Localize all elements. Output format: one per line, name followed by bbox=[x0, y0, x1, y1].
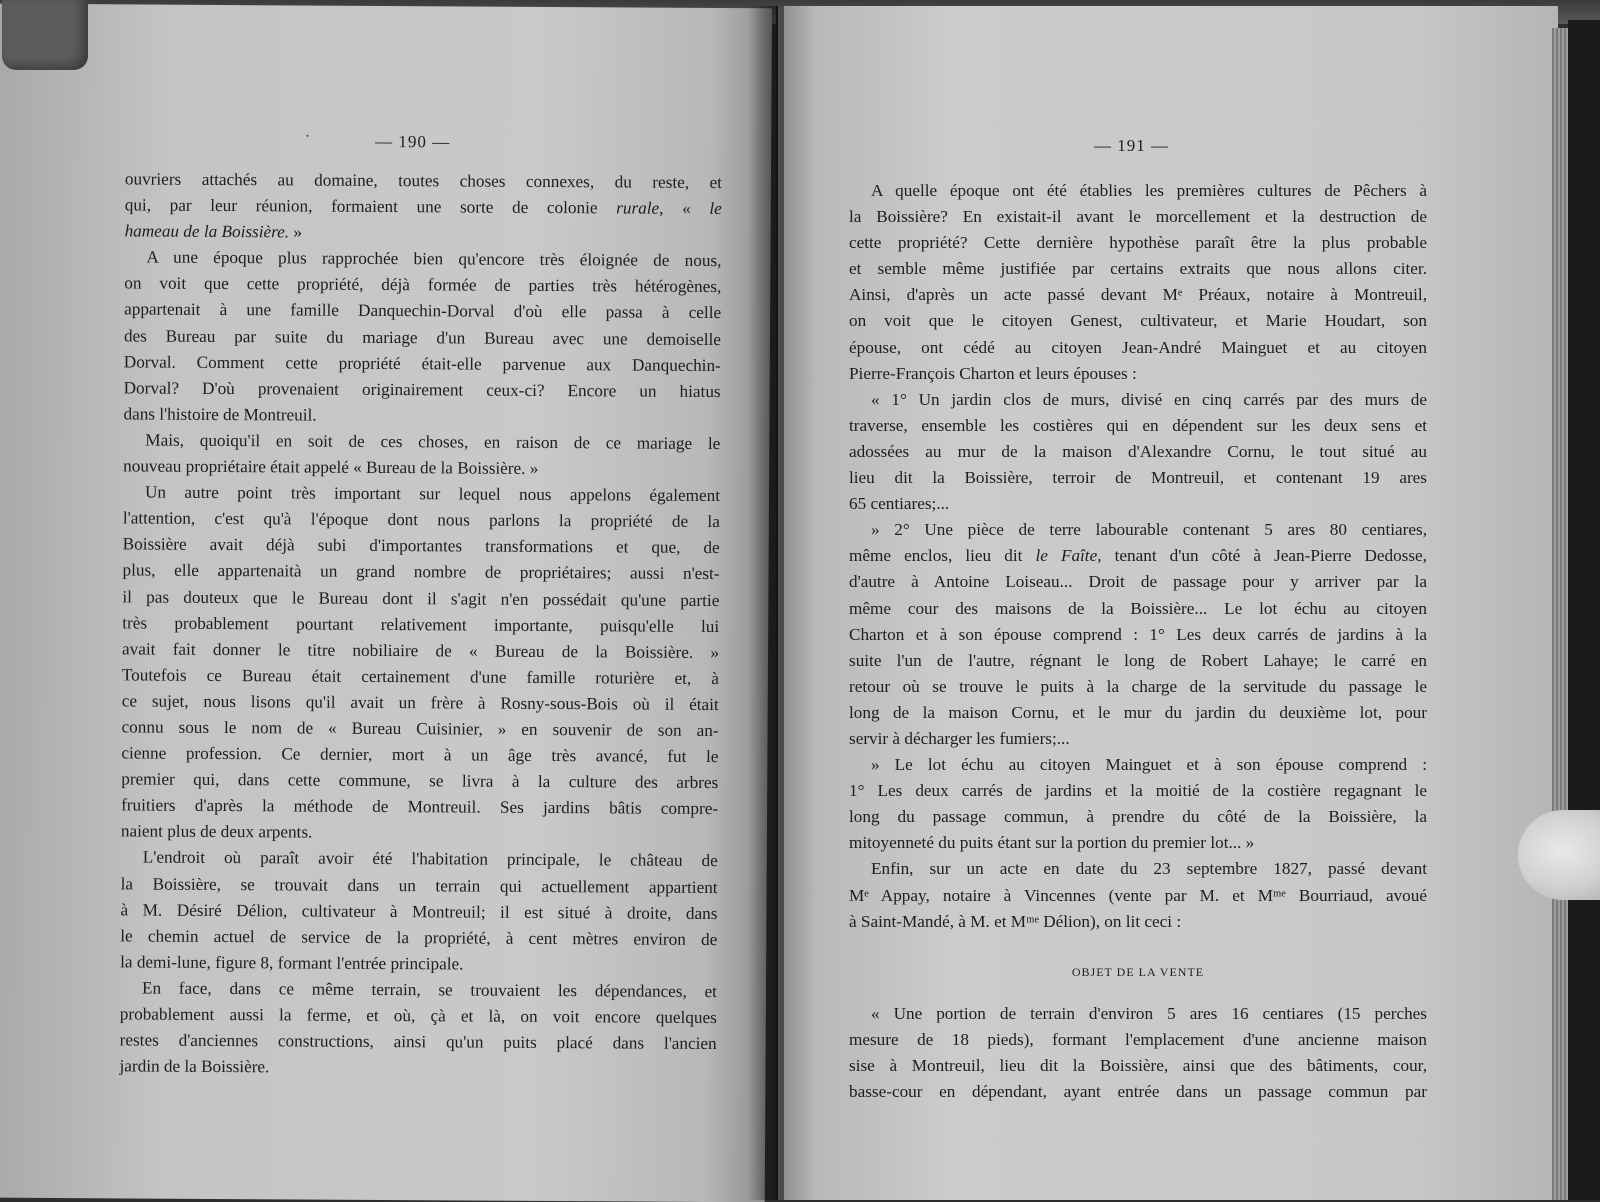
text-line bbox=[124, 297, 721, 327]
text-segment: » Le lot échu au citoyen Mainguet et à son épouse comprend : bbox=[871, 755, 1427, 775]
text-line bbox=[849, 517, 1427, 543]
text-segment: A quelle époque ont été établies les premières cultures de Pêchers à bbox=[871, 181, 1427, 200]
right-page-number: — 191 — bbox=[1094, 136, 1169, 155]
text-segment: » 2° Une pièce de terre labourable contenant 5 ares 80 centiares, bbox=[871, 520, 1427, 540]
text-segment: la Boissière, se trouvait dans un terrain qui actuellement appartient bbox=[120, 873, 718, 897]
text-line bbox=[849, 413, 1427, 439]
text-segment: 1° Les deux carrés de jardins et la moitié de la costière regagnant le bbox=[849, 781, 1427, 801]
text-line bbox=[849, 256, 1427, 282]
text-segment: 65 centiares;... bbox=[849, 494, 950, 514]
text-segment: il pas douteux que le Bureau dont il s'agit n'en possédait qu'une partie bbox=[122, 586, 720, 610]
text-line bbox=[849, 308, 1427, 334]
text-segment: jardin de la Boissière. bbox=[119, 1056, 270, 1077]
text-line bbox=[849, 230, 1427, 256]
text-line bbox=[125, 219, 722, 249]
text-line bbox=[122, 610, 719, 640]
text-segment: la Boissière? En existait-il avant le morcellement et la destruction de bbox=[849, 207, 1427, 227]
text-segment: basse-cour en dépendant, ayant entrée dans un passage commun par bbox=[849, 1082, 1427, 1102]
text-line bbox=[122, 662, 719, 692]
text-line bbox=[121, 871, 718, 901]
text-segment: Dorval. Comment cette propriété était-elle parvenue aux Danquechin- bbox=[123, 352, 721, 375]
text-segment: ce sujet, nous lisons qu'il avait un frère à Rosny-sous-Bois où il était bbox=[121, 691, 719, 714]
text-segment: fruitiers d'après la méthode de Montreuil. Ses jardins bâtis compre- bbox=[121, 795, 719, 819]
text-line bbox=[849, 830, 1427, 856]
italic-text: rurale, bbox=[616, 198, 664, 218]
text-line bbox=[849, 204, 1427, 230]
thumb-holding-page bbox=[1518, 810, 1600, 900]
text-line bbox=[849, 622, 1427, 648]
text-segment: « bbox=[663, 198, 710, 219]
text-segment: Ainsi, d'après un acte passé devant Mᵉ Préaux, notaire à Montreuil, bbox=[849, 285, 1427, 305]
text-segment: restes d'anciennes constructions, ainsi qu'un puits placé dans l'ancien bbox=[119, 1030, 717, 1054]
text-segment: retour où se trouve le puits à la charge de la servitude du passage le bbox=[849, 676, 1427, 696]
ink-dot: · bbox=[305, 129, 310, 145]
text-segment: à M. Désiré Délion, cultivateur à Montreuil; il est situé à droite, dans bbox=[120, 900, 718, 923]
text-line bbox=[849, 387, 1427, 413]
text-line bbox=[123, 506, 720, 536]
text-line bbox=[849, 1001, 1427, 1027]
text-segment: Mᵉ Appay, notaire à Vincennes (vente par M. et Mᵐᵉ Bourriaud, avoué bbox=[849, 885, 1427, 905]
text-line bbox=[121, 740, 718, 770]
text-line bbox=[849, 543, 1427, 569]
text-line bbox=[849, 491, 1427, 517]
text-segment: naient plus de deux arpents. bbox=[120, 821, 313, 842]
text-line bbox=[849, 856, 1427, 882]
book-cover-edge bbox=[1568, 20, 1600, 1200]
text-segment: tenant d'un côté à Jean-Pierre Dedosse, bbox=[1101, 546, 1427, 566]
text-segment: Pierre-François Charton et leurs épouses : bbox=[849, 363, 1137, 383]
text-line bbox=[120, 975, 717, 1005]
italic-text: le bbox=[709, 199, 722, 219]
text-segment: on voit que cette propriété, déjà formée de parties très hétérogènes, bbox=[124, 273, 722, 297]
text-line bbox=[124, 323, 721, 353]
text-segment: avait fait donner le titre nobiliaire de « Bureau de la Boissière. » bbox=[122, 639, 720, 662]
text-line bbox=[849, 439, 1427, 465]
text-line bbox=[123, 401, 720, 431]
text-line bbox=[123, 480, 720, 510]
text-segment: dans l'histoire de Montreuil. bbox=[123, 404, 317, 425]
text-line bbox=[120, 923, 717, 953]
text-segment: et semble même justifiée par certains extraits que nous allons citer. bbox=[849, 259, 1427, 279]
text-line bbox=[121, 819, 718, 849]
text-line bbox=[849, 361, 1427, 387]
text-segment: servir à décharger les fumiers;... bbox=[849, 728, 1070, 748]
text-line bbox=[124, 375, 721, 405]
text-segment: « 1° Un jardin clos de murs, divisé en cinq carrés par des murs de bbox=[871, 389, 1427, 409]
spacer bbox=[849, 935, 1427, 959]
text-line bbox=[120, 1001, 717, 1031]
text-line bbox=[849, 648, 1427, 674]
text-line bbox=[122, 636, 719, 666]
text-line bbox=[849, 569, 1427, 595]
text-segment: » bbox=[289, 222, 303, 242]
text-line bbox=[123, 427, 720, 457]
text-segment: Toutefois ce Bureau était certainement d'une famille roturière et, à bbox=[121, 665, 719, 688]
text-line bbox=[849, 778, 1427, 804]
text-line bbox=[849, 1053, 1427, 1079]
text-segment: adossées au mur de la maison d'Alexandre Cornu, le tout situé au bbox=[849, 441, 1427, 461]
text-segment: « Une portion de terrain d'environ 5 ares 16 centiares (15 perches bbox=[871, 1003, 1427, 1023]
text-line bbox=[123, 532, 720, 562]
text-segment: Mais, quoiqu'il en soit de ces choses, en raison de ce mariage le bbox=[145, 430, 721, 453]
left-page-number: — 190 — bbox=[375, 131, 451, 152]
text-segment: nouveau propriétaire était appelé « Bureau de la Boissière. » bbox=[123, 456, 539, 478]
text-line bbox=[849, 1079, 1427, 1105]
text-segment: ouvriers attachés au domaine, toutes choses connexes, du reste, et bbox=[124, 169, 722, 193]
text-segment: long de la maison Cornu, et le mur du jardin du deuxième lot, pour bbox=[849, 702, 1427, 722]
text-line bbox=[849, 726, 1427, 752]
text-segment: suite l'un de l'autre, régnant le long de Robert Lahaye; le carré en bbox=[849, 650, 1427, 670]
text-segment: la demi-lune, figure 8, formant l'entrée principale. bbox=[120, 952, 464, 974]
italic-text: hameau de la Boissière. bbox=[124, 221, 290, 242]
text-line bbox=[121, 767, 718, 797]
text-segment: probablement aussi la ferme, et où, çà et là, on voit encore quelques bbox=[119, 1004, 717, 1028]
text-segment: cette propriété? Cette dernière hypothèse paraît être la plus probable bbox=[849, 233, 1427, 253]
italic-text: le Faîte, bbox=[1035, 546, 1102, 566]
text-line bbox=[120, 949, 717, 979]
text-line bbox=[849, 1027, 1427, 1053]
text-segment: premier qui, dans cette commune, se livra à la culture des arbres bbox=[121, 769, 719, 793]
left-page-text bbox=[119, 166, 722, 1083]
page-edges bbox=[1552, 28, 1568, 1200]
text-segment: mesure de 18 pieds), formant l'emplacement d'une ancienne maison bbox=[849, 1029, 1427, 1049]
text-segment: appartenait à une famille Danquechin-Dorval d'où elle passa à celle bbox=[124, 299, 722, 323]
text-segment: Un autre point très important sur lequel nous appelons également bbox=[144, 482, 721, 506]
text-segment: Enfin, sur un acte en date du 23 septembre 1827, passé devant bbox=[871, 859, 1427, 879]
text-line bbox=[122, 714, 719, 744]
text-line bbox=[124, 245, 721, 275]
text-segment: même enclos, lieu dit bbox=[849, 546, 1036, 566]
text-line bbox=[124, 271, 721, 301]
text-segment: on voit que le citoyen Genest, cultivateur, et Marie Houdart, son bbox=[849, 311, 1427, 331]
text-line bbox=[122, 584, 719, 614]
text-segment: épouse, ont cédé au citoyen Jean-André Mainguet et au citoyen bbox=[849, 337, 1427, 357]
text-line bbox=[124, 349, 721, 379]
text-line bbox=[120, 1027, 717, 1057]
text-segment: Boissière avait déjà subi d'importantes transformations et que, de bbox=[122, 534, 720, 558]
text-segment: Dorval? D'où provenaient originairement ceux-ci? Encore un hiatus bbox=[123, 378, 721, 401]
text-segment: En face, dans ce même terrain, se trouvaient les dépendances, et bbox=[141, 978, 718, 1001]
text-line bbox=[120, 897, 717, 927]
text-segment: plus, elle appartenaità un grand nombre de propriétaires; aussi n'est- bbox=[122, 560, 720, 584]
text-line bbox=[849, 804, 1427, 830]
text-line bbox=[122, 558, 719, 588]
text-segment: qui, par leur réunion, formaient une sorte de colonie bbox=[124, 195, 617, 218]
text-line bbox=[849, 883, 1427, 909]
text-line bbox=[849, 909, 1427, 935]
text-segment: connu sous le nom de « Bureau Cuisinier, » en souvenir de son an- bbox=[121, 717, 719, 741]
text-segment: A une époque plus rapprochée bien qu'encore très éloignée de nous, bbox=[146, 247, 722, 271]
text-segment: à Saint-Mandé, à M. et Mᵐᵉ Délion), on lit ceci : bbox=[849, 911, 1182, 931]
text-segment: Charton et à son épouse comprend : 1° Les deux carrés de jardins à la bbox=[849, 624, 1427, 644]
text-line bbox=[849, 178, 1427, 204]
text-segment: L'endroit où paraît avoir été l'habitation principale, le château de bbox=[142, 847, 718, 871]
text-line bbox=[123, 453, 720, 483]
text-line bbox=[849, 700, 1427, 726]
text-line bbox=[849, 674, 1427, 700]
text-segment: traverse, ensemble les costières qui en dépendent sur les deux sens et bbox=[849, 415, 1427, 435]
right-page-text bbox=[849, 178, 1427, 1105]
text-line bbox=[849, 752, 1427, 778]
text-segment: d'autre à Antoine Loiseau... Droit de passage pour y arriver par la bbox=[849, 572, 1427, 592]
text-segment: cienne profession. Ce dernier, mort à un âge très avancé, fut le bbox=[121, 743, 719, 767]
text-line bbox=[125, 166, 722, 196]
text-line bbox=[849, 465, 1427, 491]
right-page bbox=[776, 6, 1558, 1200]
text-line bbox=[121, 845, 718, 875]
spacer bbox=[849, 985, 1427, 1001]
text-segment: long du passage commun, à prendre du côté de la Boissière, la bbox=[849, 807, 1427, 827]
text-segment: des Bureau par suite du mariage d'un Bureau avec une demoiselle bbox=[123, 325, 722, 349]
left-page bbox=[0, 4, 772, 1202]
text-segment: lieu dit la Boissière, terroir de Montreuil, et contenant 19 ares bbox=[849, 468, 1427, 488]
text-segment: mitoyenneté du puits étant sur la portion du premier lot... » bbox=[849, 833, 1255, 853]
text-line bbox=[849, 282, 1427, 308]
text-line bbox=[119, 1054, 716, 1084]
binder-clip bbox=[2, 0, 88, 70]
text-segment: le chemin actuel de service de la propriété, à cent mètres environ de bbox=[120, 926, 718, 949]
text-line bbox=[122, 688, 719, 718]
text-line bbox=[121, 793, 718, 823]
text-line bbox=[849, 596, 1427, 622]
text-line bbox=[125, 193, 722, 223]
text-segment: sise à Montreuil, lieu dit la Boissière, ainsi que des bâtiments, cour, bbox=[849, 1056, 1427, 1075]
text-segment: l'attention, c'est qu'à l'époque dont nous parlons la propriété de la bbox=[122, 508, 720, 532]
text-line bbox=[849, 335, 1427, 361]
text-segment: même cour des maisons de la Boissière... Le lot échu au citoyen bbox=[849, 598, 1427, 618]
section-heading: OBJET DE LA VENTE bbox=[1071, 964, 1205, 979]
text-segment: très probablement pourtant relativement importante, puisqu'elle lui bbox=[122, 612, 720, 636]
